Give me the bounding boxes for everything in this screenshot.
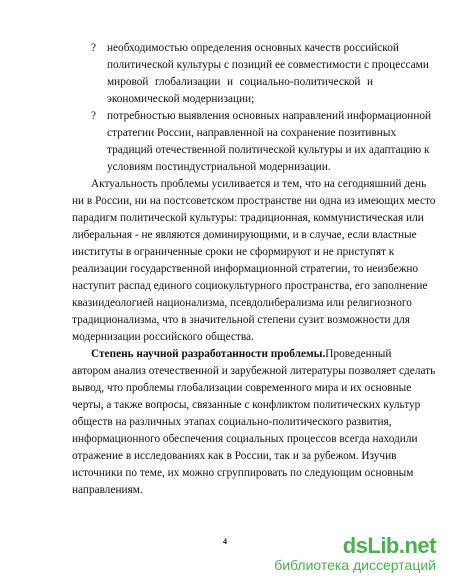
text-line: вывод, что проблемы глобализации современного мира и их основные bbox=[72, 382, 412, 394]
dslib-subtitle: библиотека диссертаций bbox=[274, 557, 436, 573]
text-line: обществ на различных этапах социально-политического развития, bbox=[72, 416, 392, 428]
bullet-marker: ? bbox=[91, 110, 97, 122]
text-line: реализации государственной информационной стратегии, то неизбежно bbox=[72, 263, 419, 275]
dslib-logo bbox=[274, 535, 436, 557]
text-line: экономической модернизации; bbox=[107, 93, 255, 105]
text-line: традиционализма, что в значительной степени сузит возможности для bbox=[72, 314, 410, 326]
text-line: потребностью выявления основных направлений информационной bbox=[107, 110, 432, 122]
logo-text-lib: Lib bbox=[367, 533, 399, 558]
text-line-content: необходимостью определения основных качеств российской bbox=[107, 42, 399, 54]
text-line: источники по теме, их можно сгруппировать по следующим основным bbox=[72, 467, 414, 479]
text-line: условиям постиндустриальной модернизации. bbox=[107, 161, 331, 173]
text-line: ни в России, ни на постсоветском пространстве ни одна из имеющих место bbox=[72, 195, 436, 207]
dslib-watermark bbox=[274, 535, 436, 573]
text-line: направлениям. bbox=[72, 484, 143, 496]
text-line: институты в ограниченные сроки не сформируют и не приступят к bbox=[72, 246, 395, 258]
text-line: черты, а также вопросы, связанные с конфликтом политических культур bbox=[72, 399, 421, 411]
text-line: автором анализ отечественной и зарубежной литературы позволяет сделать bbox=[72, 365, 436, 377]
text-line: информационного обеспечения социальных процессов всегда находили bbox=[72, 433, 418, 445]
text-line: стратегии России, направленной на сохранение позитивных bbox=[107, 127, 397, 139]
text-line: квазиидеологией национализма, псевдолиберализма или религиозного bbox=[72, 297, 412, 309]
text-line bbox=[107, 41, 399, 55]
bullet-marker: ? bbox=[91, 42, 97, 54]
text-line: Актуальность проблемы усиливается и тем, что на сегодняшний день bbox=[91, 178, 427, 190]
text-line: либеральная - не являются доминирующими, и в случае, если властные bbox=[72, 229, 417, 241]
text-line: модернизации российского общества. bbox=[72, 331, 254, 343]
text-line: парадигм политической культуры: традиционная, коммунистическая или bbox=[72, 212, 424, 224]
logo-text-net: .net bbox=[398, 533, 436, 558]
section-heading: Степень научной разработанности проблемы. bbox=[91, 348, 326, 360]
logo-text-ds: ds bbox=[342, 533, 368, 558]
page-number: 4 bbox=[223, 537, 227, 546]
text-line: традиций отечественной политической культуры и их адаптацию к bbox=[107, 144, 430, 156]
text-line: политической культуры с позиций ее совместимости с процессами bbox=[107, 59, 429, 71]
text-line bbox=[91, 347, 392, 361]
text-line: наступит распад единого социокультурного пространства, его заполнение bbox=[72, 280, 428, 292]
text-line: мировой глобализации и социально-политической и bbox=[107, 76, 373, 88]
text-line: отражение в исследованиях как в России, так и за рубежом. Изучив bbox=[72, 450, 397, 462]
text-line-content: Проведенный bbox=[325, 348, 392, 360]
